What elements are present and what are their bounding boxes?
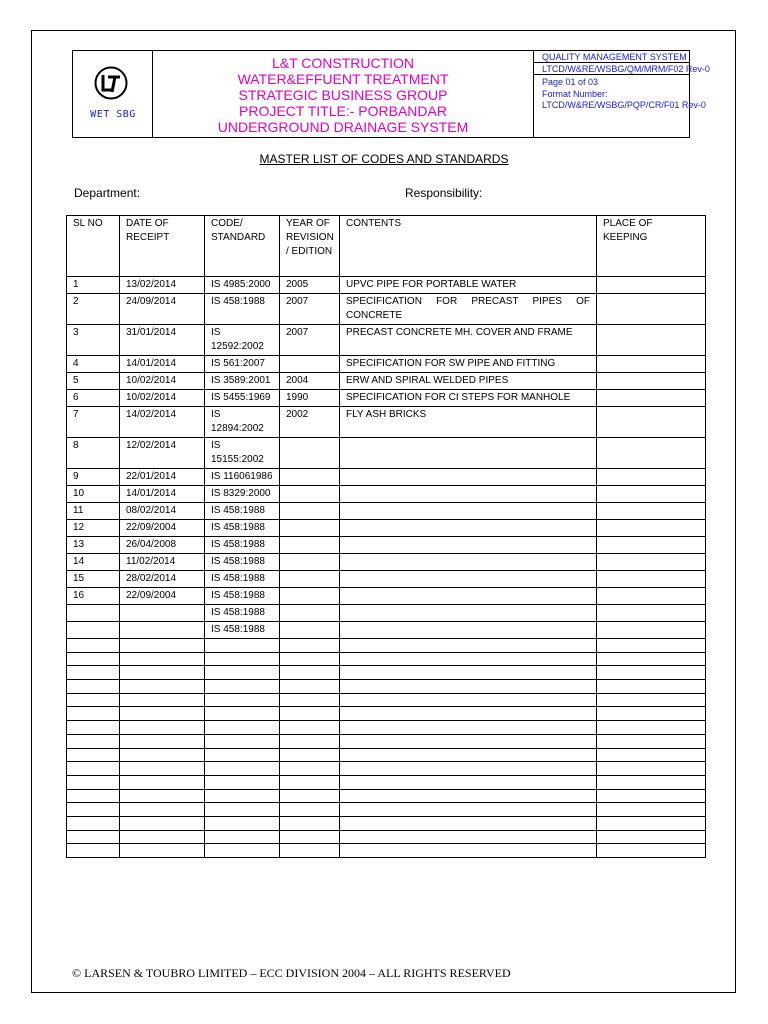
empty-cell <box>280 803 340 817</box>
empty-cell <box>67 666 120 680</box>
empty-cell <box>597 693 706 707</box>
cell-date: 22/01/2014 <box>120 469 205 486</box>
empty-cell <box>280 844 340 858</box>
cell-place <box>597 554 706 571</box>
empty-cell <box>597 652 706 666</box>
empty-cell <box>280 652 340 666</box>
empty-cell <box>280 666 340 680</box>
cell-year <box>280 356 340 373</box>
cell-code: IS 458:1988 <box>205 571 280 588</box>
header-date: DATE OF RECEIPT <box>120 216 205 277</box>
empty-cell <box>205 721 280 735</box>
empty-cell <box>205 762 280 776</box>
cell-sl: 6 <box>67 390 120 407</box>
empty-cell <box>205 775 280 789</box>
empty-cell <box>280 748 340 762</box>
cell-sl: 13 <box>67 537 120 554</box>
empty-cell <box>280 830 340 844</box>
empty-cell <box>120 707 205 721</box>
empty-cell <box>120 789 205 803</box>
empty-cell <box>67 721 120 735</box>
cell-sl <box>67 605 120 622</box>
cell-contents: UPVC PIPE FOR PORTABLE WATER <box>340 277 597 294</box>
cell-sl: 8 <box>67 438 120 469</box>
cell-code: IS 458:1988 <box>205 605 280 622</box>
empty-cell <box>340 734 597 748</box>
cell-code: IS 561:2007 <box>205 356 280 373</box>
empty-cell <box>67 639 120 653</box>
cell-sl: 4 <box>67 356 120 373</box>
footer-copyright: © LARSEN & TOUBRO LIMITED – ECC DIVISION 2004 – ALL RIGHTS RESERVED <box>72 966 511 980</box>
empty-cell <box>120 844 205 858</box>
cell-sl: 12 <box>67 520 120 537</box>
cell-contents: FLY ASH BRICKS <box>340 407 597 438</box>
cell-year <box>280 469 340 486</box>
empty-cell <box>340 789 597 803</box>
header-meta <box>534 51 710 137</box>
empty-cell <box>67 816 120 830</box>
empty-cell <box>280 789 340 803</box>
cell-place <box>597 294 706 325</box>
empty-table-row <box>67 816 706 830</box>
cell-contents <box>340 537 597 554</box>
header-code: CODE/ STANDARD <box>205 216 280 277</box>
empty-table-row <box>67 666 706 680</box>
cell-sl: 1 <box>67 277 120 294</box>
empty-table-row <box>67 844 706 858</box>
empty-table-row <box>67 762 706 776</box>
cell-code: IS 458:1988 <box>205 503 280 520</box>
empty-cell <box>120 652 205 666</box>
cell-place <box>597 537 706 554</box>
empty-table-row <box>67 680 706 694</box>
empty-cell <box>340 652 597 666</box>
cell-sl: 10 <box>67 486 120 503</box>
cell-contents <box>340 503 597 520</box>
cell-code: IS 458:1988 <box>205 622 280 639</box>
table-row <box>67 373 706 390</box>
cell-place <box>597 605 706 622</box>
cell-contents: SPECIFICATION FOR CI STEPS FOR MANHOLE <box>340 390 597 407</box>
empty-table-row <box>67 693 706 707</box>
empty-cell <box>597 748 706 762</box>
cell-date <box>120 622 205 639</box>
cell-sl: 3 <box>67 325 120 356</box>
cell-date: 11/02/2014 <box>120 554 205 571</box>
cell-sl: 16 <box>67 588 120 605</box>
table-row <box>67 554 706 571</box>
empty-cell <box>205 639 280 653</box>
empty-cell <box>280 721 340 735</box>
cell-date: 31/01/2014 <box>120 325 205 356</box>
empty-cell <box>205 830 280 844</box>
cell-date: 14/01/2014 <box>120 486 205 503</box>
empty-cell <box>205 844 280 858</box>
cell-sl: 2 <box>67 294 120 325</box>
table-row <box>67 571 706 588</box>
cell-place <box>597 520 706 537</box>
empty-cell <box>205 666 280 680</box>
empty-cell <box>280 734 340 748</box>
cell-contents <box>340 605 597 622</box>
empty-table-row <box>67 830 706 844</box>
table-row <box>67 356 706 373</box>
table-row <box>67 325 706 356</box>
empty-cell <box>597 639 706 653</box>
table-row <box>67 438 706 469</box>
empty-cell <box>205 803 280 817</box>
empty-cell <box>205 707 280 721</box>
empty-cell <box>597 721 706 735</box>
empty-cell <box>67 844 120 858</box>
cell-year <box>280 605 340 622</box>
empty-cell <box>597 775 706 789</box>
cell-contents: SPECIFICATION FOR SW PIPE AND FITTING <box>340 356 597 373</box>
empty-cell <box>205 680 280 694</box>
cell-sl: 7 <box>67 407 120 438</box>
empty-cell <box>120 666 205 680</box>
cell-code: IS 12592:2002 <box>205 325 280 356</box>
empty-cell <box>280 693 340 707</box>
cell-year <box>280 622 340 639</box>
empty-cell <box>120 775 205 789</box>
header-title <box>153 51 534 137</box>
empty-cell <box>597 707 706 721</box>
cell-place <box>597 503 706 520</box>
title-line-4: PROJECT TITLE:- PORBANDAR <box>239 103 447 119</box>
table-row <box>67 277 706 294</box>
cell-year: 1990 <box>280 390 340 407</box>
table-row <box>67 390 706 407</box>
table-row <box>67 520 706 537</box>
cell-contents: SPECIFICATION FOR PRECAST PIPES OF CONCRETE <box>340 294 597 325</box>
empty-table-row <box>67 734 706 748</box>
empty-cell <box>340 639 597 653</box>
cell-year <box>280 588 340 605</box>
cell-date: 22/09/2004 <box>120 520 205 537</box>
cell-sl: 5 <box>67 373 120 390</box>
empty-cell <box>120 830 205 844</box>
empty-cell <box>120 721 205 735</box>
cell-contents <box>340 554 597 571</box>
document-title: MASTER LIST OF CODES AND STANDARDS <box>259 152 509 166</box>
cell-date: 13/02/2014 <box>120 277 205 294</box>
empty-table-row <box>67 789 706 803</box>
empty-cell <box>67 748 120 762</box>
empty-cell <box>340 721 597 735</box>
empty-cell <box>597 844 706 858</box>
cell-year <box>280 486 340 503</box>
cell-contents <box>340 588 597 605</box>
cell-date: 28/02/2014 <box>120 571 205 588</box>
cell-year: 2007 <box>280 325 340 356</box>
cell-year <box>280 571 340 588</box>
cell-date: 10/02/2014 <box>120 373 205 390</box>
empty-cell <box>205 693 280 707</box>
cell-sl <box>67 622 120 639</box>
empty-cell <box>597 734 706 748</box>
empty-cell <box>280 762 340 776</box>
empty-cell <box>120 639 205 653</box>
header-place: PLACE OF KEEPING <box>597 216 706 277</box>
empty-cell <box>205 734 280 748</box>
cell-place <box>597 373 706 390</box>
empty-cell <box>597 816 706 830</box>
empty-table-row <box>67 707 706 721</box>
empty-cell <box>597 789 706 803</box>
cell-code: IS 4985:2000 <box>205 277 280 294</box>
empty-cell <box>340 803 597 817</box>
meta-doc-code: LTCD/W&RE/WSBG/QM/MRM/F02 Rev-0 <box>534 63 689 75</box>
empty-cell <box>340 707 597 721</box>
empty-cell <box>280 816 340 830</box>
empty-cell <box>67 734 120 748</box>
title-line-3: STRATEGIC BUSINESS GROUP <box>238 87 448 103</box>
empty-cell <box>205 748 280 762</box>
cell-code: IS 3589:2001 <box>205 373 280 390</box>
cell-place <box>597 571 706 588</box>
department-label: Department: <box>74 186 141 200</box>
empty-table-row <box>67 775 706 789</box>
empty-cell <box>205 789 280 803</box>
cell-place <box>597 390 706 407</box>
empty-cell <box>120 680 205 694</box>
logo-caption: WET SBG <box>90 109 136 120</box>
document-header <box>72 50 710 138</box>
title-line-2: WATER&EFFUENT TREATMENT <box>237 71 449 87</box>
responsibility-label: Responsibility: <box>405 186 483 200</box>
empty-cell <box>280 639 340 653</box>
table-row <box>67 294 706 325</box>
cell-year: 2002 <box>280 407 340 438</box>
cell-year <box>280 438 340 469</box>
cell-place <box>597 438 706 469</box>
empty-cell <box>67 762 120 776</box>
empty-table-row <box>67 803 706 817</box>
empty-cell <box>67 775 120 789</box>
cell-contents <box>340 438 597 469</box>
cell-place <box>597 486 706 503</box>
cell-year <box>280 520 340 537</box>
cell-place <box>597 407 706 438</box>
cell-code: IS 458:1988 <box>205 520 280 537</box>
header-year: YEAR OF REVISION / EDITION <box>280 216 340 277</box>
empty-cell <box>340 816 597 830</box>
cell-sl: 9 <box>67 469 120 486</box>
header-contents: CONTENTS <box>340 216 597 277</box>
cell-year: 2004 <box>280 373 340 390</box>
cell-code: IS 458:1988 <box>205 294 280 325</box>
cell-year <box>280 503 340 520</box>
table-row <box>67 588 706 605</box>
table-row <box>67 622 706 639</box>
empty-cell <box>597 803 706 817</box>
cell-date: 08/02/2014 <box>120 503 205 520</box>
empty-cell <box>340 666 597 680</box>
cell-contents <box>340 622 597 639</box>
title-line-1: L&T CONSTRUCTION <box>271 55 415 71</box>
codes-table <box>66 215 706 858</box>
empty-cell <box>205 816 280 830</box>
cell-date: 14/01/2014 <box>120 356 205 373</box>
empty-cell <box>340 680 597 694</box>
cell-year <box>280 537 340 554</box>
empty-cell <box>205 652 280 666</box>
empty-cell <box>67 707 120 721</box>
logo-cell <box>73 51 153 137</box>
cell-year <box>280 554 340 571</box>
cell-date: 14/02/2014 <box>120 407 205 438</box>
empty-cell <box>340 748 597 762</box>
cell-date: 22/09/2004 <box>120 588 205 605</box>
cell-code: IS 8329:2000 <box>205 486 280 503</box>
cell-code: IS 5455:1969 <box>205 390 280 407</box>
cell-contents: PRECAST CONCRETE MH. COVER AND FRAME <box>340 325 597 356</box>
empty-cell <box>120 816 205 830</box>
empty-cell <box>280 707 340 721</box>
cell-contents <box>340 520 597 537</box>
cell-year: 2007 <box>280 294 340 325</box>
meta-system: QUALITY MANAGEMENT SYSTEM <box>534 51 689 63</box>
cell-contents <box>340 486 597 503</box>
lt-logo-icon <box>94 66 128 100</box>
empty-cell <box>67 680 120 694</box>
empty-cell <box>597 666 706 680</box>
empty-table-row <box>67 639 706 653</box>
cell-year: 2005 <box>280 277 340 294</box>
cell-contents: ERW AND SPIRAL WELDED PIPES <box>340 373 597 390</box>
empty-cell <box>597 680 706 694</box>
empty-cell <box>120 748 205 762</box>
empty-cell <box>67 803 120 817</box>
cell-code: IS 458:1988 <box>205 554 280 571</box>
table-row <box>67 537 706 554</box>
empty-cell <box>120 803 205 817</box>
cell-contents <box>340 469 597 486</box>
table-row <box>67 469 706 486</box>
cell-sl: 15 <box>67 571 120 588</box>
empty-cell <box>597 830 706 844</box>
empty-table-row <box>67 748 706 762</box>
cell-place <box>597 277 706 294</box>
empty-cell <box>340 775 597 789</box>
empty-cell <box>280 775 340 789</box>
empty-cell <box>340 830 597 844</box>
cell-place <box>597 469 706 486</box>
cell-sl: 14 <box>67 554 120 571</box>
cell-date: 26/04/2008 <box>120 537 205 554</box>
table-row <box>67 605 706 622</box>
title-line-5: UNDERGROUND DRAINAGE SYSTEM <box>217 119 469 135</box>
cell-place <box>597 588 706 605</box>
meta-format-label: Format Number: <box>542 89 608 99</box>
cell-date: 10/02/2014 <box>120 390 205 407</box>
empty-cell <box>120 693 205 707</box>
cell-place <box>597 325 706 356</box>
table-row <box>67 486 706 503</box>
empty-cell <box>67 693 120 707</box>
table-row <box>67 503 706 520</box>
empty-cell <box>120 762 205 776</box>
meta-format-code: LTCD/W&RE/WSBG/PQP/CR/F01 Rev-0 <box>542 100 706 110</box>
empty-cell <box>280 680 340 694</box>
cell-date: 12/02/2014 <box>120 438 205 469</box>
table-row <box>67 407 706 438</box>
cell-date: 24/09/2014 <box>120 294 205 325</box>
empty-table-row <box>67 652 706 666</box>
cell-sl: 11 <box>67 503 120 520</box>
empty-cell <box>340 844 597 858</box>
empty-cell <box>67 789 120 803</box>
empty-cell <box>67 830 120 844</box>
empty-table-row <box>67 721 706 735</box>
meta-page: Page 01 of 03 <box>542 77 599 87</box>
cell-contents <box>340 571 597 588</box>
empty-cell <box>67 652 120 666</box>
cell-place <box>597 356 706 373</box>
cell-code: IS 458:1988 <box>205 588 280 605</box>
empty-cell <box>120 734 205 748</box>
cell-code: IS 12894:2002 <box>205 407 280 438</box>
cell-date <box>120 605 205 622</box>
cell-code: IS 458:1988 <box>205 537 280 554</box>
empty-cell <box>597 762 706 776</box>
cell-code: IS 116061986 <box>205 469 280 486</box>
empty-cell <box>340 693 597 707</box>
cell-code: IS 15155:2002 <box>205 438 280 469</box>
table-header-row <box>67 216 706 277</box>
header-sl-no: SL NO <box>67 216 120 277</box>
cell-place <box>597 622 706 639</box>
empty-cell <box>340 762 597 776</box>
